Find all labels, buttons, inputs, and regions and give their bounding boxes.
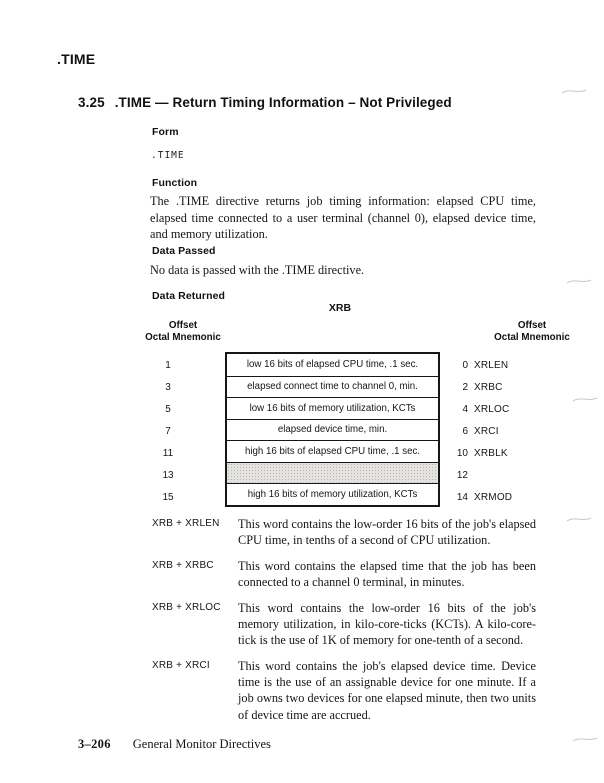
diagram-cell: elapsed connect time to channel 0, min.: [227, 376, 438, 398]
row-left-offset: 13: [162, 469, 174, 481]
xrb-diagram-title: XRB: [328, 302, 352, 314]
row-mnemonic: XRLOC: [474, 403, 510, 415]
function-body: The .TIME directive returns job timing information: elapsed CPU time, elapsed time connected to a user terminal (channel 0), elapsed device time, and memory utilization.: [150, 194, 536, 242]
definition-term: XRB + XRLOC: [152, 601, 221, 613]
page-number: 3–206: [78, 737, 111, 751]
row-mnemonic: XRBLK: [474, 447, 508, 459]
definition-entry: [152, 516, 536, 548]
row-right-annotation: [452, 442, 512, 464]
row-mnemonic: XRCI: [474, 425, 499, 437]
diagram-cell: high 16 bits of elapsed CPU time, .1 sec.: [227, 440, 438, 462]
row-mnemonic: XRMOD: [474, 491, 513, 503]
row-right-offset: 4: [462, 403, 468, 415]
row-right-offset: 0: [462, 359, 468, 371]
row-right-annotation: [452, 398, 512, 420]
section-title: .TIME — Return Timing Information – Not Privileged: [114, 95, 452, 110]
diagram-cell-reserved: [227, 462, 438, 484]
form-code: .TIME: [151, 150, 185, 161]
row-right-annotation: [452, 486, 512, 508]
definition-text: This word contains the low-order 16 bits of the job's elapsed CPU time, in tenths of a second of CPU utilization.: [238, 517, 536, 548]
section-number: 3.25: [78, 95, 105, 110]
definition-text: This word contains the elapsed time that the job has been connected to a channel 0 terminal, in minutes.: [238, 558, 536, 590]
section-heading: [78, 95, 452, 110]
diagram-cell: high 16 bits of memory utilization, KCTs: [227, 483, 438, 505]
row-left-offset: 5: [165, 403, 171, 415]
running-header: .TIME: [57, 51, 96, 67]
left-header-line2: Octal Mnemonic: [145, 331, 221, 343]
row-right-annotation: [452, 376, 512, 398]
diagram-cell: low 16 bits of memory utilization, KCTs: [227, 397, 438, 419]
data-passed-body: No data is passed with the .TIME directive.: [150, 263, 365, 277]
scan-artifact-mark: [561, 86, 587, 96]
right-header-line1: Offset: [517, 320, 547, 331]
row-left-offset: 11: [162, 447, 174, 459]
diagram-right-annotations: [452, 354, 512, 508]
footer-title: General Monitor Directives: [132, 737, 271, 751]
row-right-annotation: [452, 464, 512, 486]
definition-text: This word contains the low-order 16 bits of the job's memory utilization, in kilo-core-ticks (KCTs). A kilo-core-tick is the use of 1K of memory for one-tenth of a second.: [238, 600, 536, 648]
row-right-offset: 6: [462, 425, 468, 437]
page-footer: [78, 737, 271, 752]
row-left-offset: 3: [165, 381, 171, 393]
scan-artifact-mark: [566, 514, 592, 524]
row-left-offset: 7: [165, 425, 171, 437]
right-offset-column-header: [486, 320, 578, 343]
diagram-cell: elapsed device time, min.: [227, 419, 438, 441]
row-left-offset: 1: [165, 359, 171, 371]
form-heading: Form: [152, 126, 179, 138]
definition-term: XRB + XRLEN: [152, 518, 220, 529]
right-header-line2: Octal Mnemonic: [494, 331, 570, 343]
diagram-cell: low 16 bits of elapsed CPU time, .1 sec.: [246, 359, 419, 371]
definition-term: XRB + XRCI: [152, 659, 210, 671]
definition-term: XRB + XRBC: [152, 559, 214, 571]
data-returned-heading: Data Returned: [152, 290, 226, 302]
definition-text: This word contains the job's elapsed device time. Device time is the use of an assignable device for one minute. If a job owns two devices for one elapsed minute, then two units of device time are accrued.: [238, 658, 536, 722]
scan-artifact-mark: [566, 276, 592, 286]
field-definitions-list: [152, 516, 536, 732]
row-right-offset: 10: [456, 447, 468, 459]
row-right-offset: 12: [456, 469, 468, 481]
function-heading: Function: [152, 177, 198, 189]
left-offset-column-header: [137, 320, 229, 343]
definition-entry: [152, 600, 536, 649]
left-header-line1: Offset: [168, 320, 198, 331]
data-passed-heading: Data Passed: [152, 245, 216, 257]
xrb-layout-diagram: [225, 352, 440, 507]
scan-artifact-mark: [572, 394, 598, 404]
row-mnemonic: XRLEN: [474, 359, 509, 371]
definition-entry: [152, 558, 536, 590]
scan-artifact-mark: [572, 734, 598, 744]
row-mnemonic: XRBC: [474, 381, 503, 393]
row-left-offset: 15: [162, 491, 174, 503]
row-right-annotation: [452, 354, 512, 376]
diagram-left-offsets: [148, 354, 188, 508]
row-right-offset: 2: [462, 381, 468, 393]
row-right-annotation: [452, 420, 512, 442]
definition-entry: [152, 658, 536, 723]
row-right-offset: 14: [456, 491, 468, 503]
